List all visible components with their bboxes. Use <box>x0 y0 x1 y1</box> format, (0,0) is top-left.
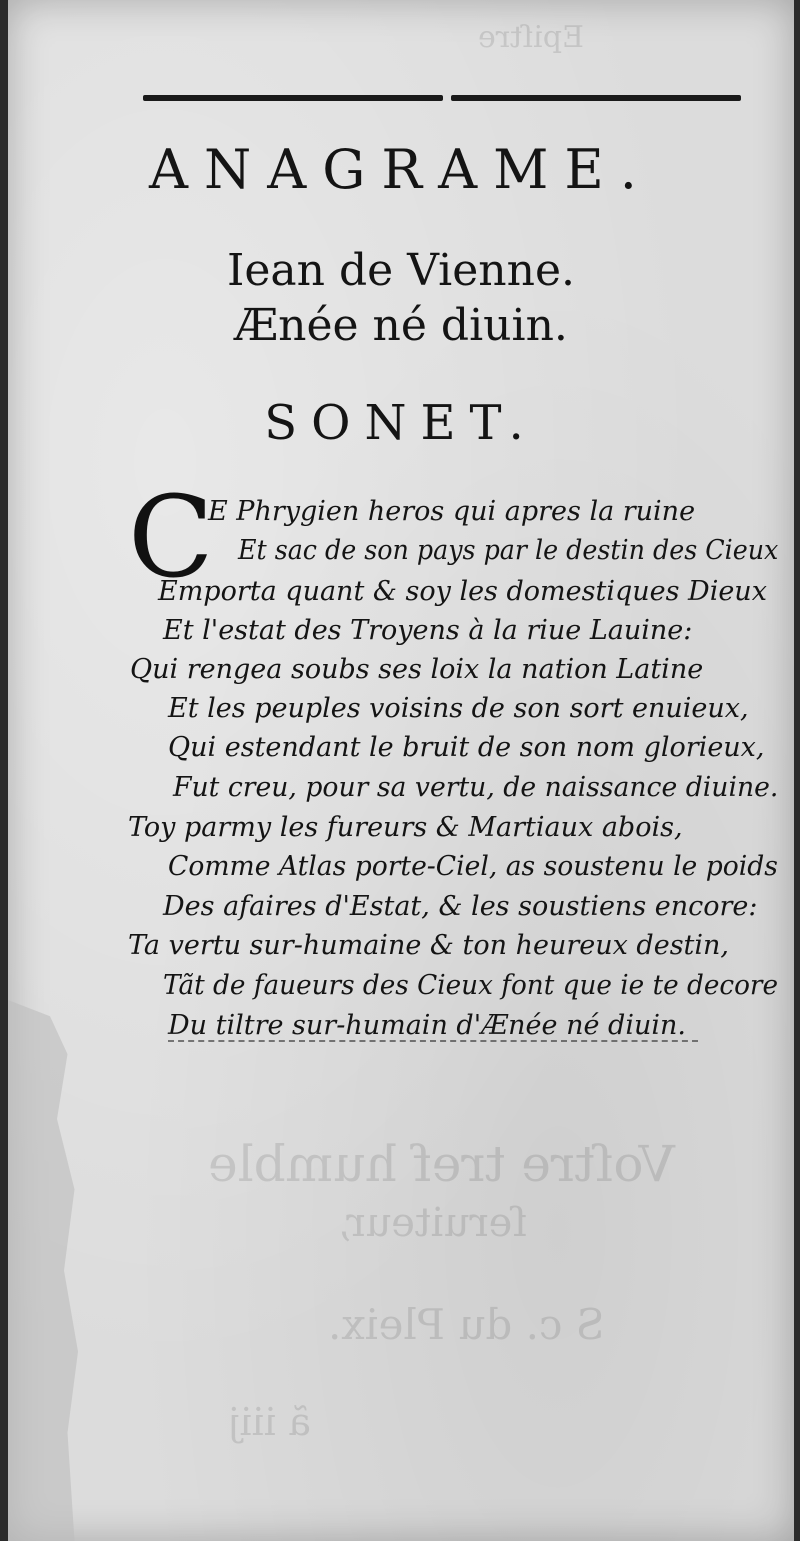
verse-line: Tãt de faueurs des Cieux font que ie te decore <box>163 970 779 1001</box>
anagram-result: Ænée né diuin. <box>234 300 568 351</box>
book-page <box>8 0 794 1541</box>
header-rule-left <box>143 95 443 101</box>
torn-paper-edge <box>8 1000 78 1541</box>
verse-line: E Phrygien heros qui apres la ruine <box>208 496 696 527</box>
bleed-through-text: Epiſtre <box>478 20 584 55</box>
verse-line: Fut creu, pour sa vertu, de naissance diuine. <box>173 772 779 803</box>
bleed-through-text: ã iiij <box>228 1400 311 1444</box>
verse-line: Et sac de son pays par le destin des Cieux <box>238 535 779 566</box>
verse-line: Et l'estat des Troyens à la riue Lauine: <box>163 615 693 646</box>
verse-line: Ta vertu sur-humaine & ton heureux destin, <box>128 930 730 961</box>
faint-underline <box>168 1040 698 1042</box>
verse-line: Toy parmy les fureurs & Martiaux abois, <box>128 812 683 843</box>
verse-line: Qui rengea soubs ses loix la nation Latine <box>130 654 704 685</box>
verse-line: Qui estendant le bruit de son nom glorieux, <box>168 732 765 763</box>
anagram-source-name: Iean de Vienne. <box>227 245 575 296</box>
verse-line: Des afaires d'Estat, & les soustiens encore: <box>163 891 758 922</box>
verse-line: Comme Atlas porte-Ciel, as soustenu le poids <box>168 851 778 882</box>
header-rule-right <box>451 95 741 101</box>
bleed-through-text: Voſtre tref humble <box>208 1135 675 1193</box>
poem-title: SONET. <box>264 395 538 451</box>
verse-line: Et les peuples voisins de son sort enuieux, <box>168 693 749 724</box>
page-title: ANAGRAME. <box>149 138 653 201</box>
verse-line: Emporta quant & soy les domestiques Dieux <box>158 576 767 607</box>
drop-cap: C <box>128 473 214 603</box>
bleed-through-text: ſeruiteur, <box>338 1200 528 1246</box>
verse-line: Du tiltre sur-humain d'Ænée né diuin. <box>168 1010 686 1041</box>
bleed-through-text: S c. du Pleix. <box>328 1300 605 1349</box>
